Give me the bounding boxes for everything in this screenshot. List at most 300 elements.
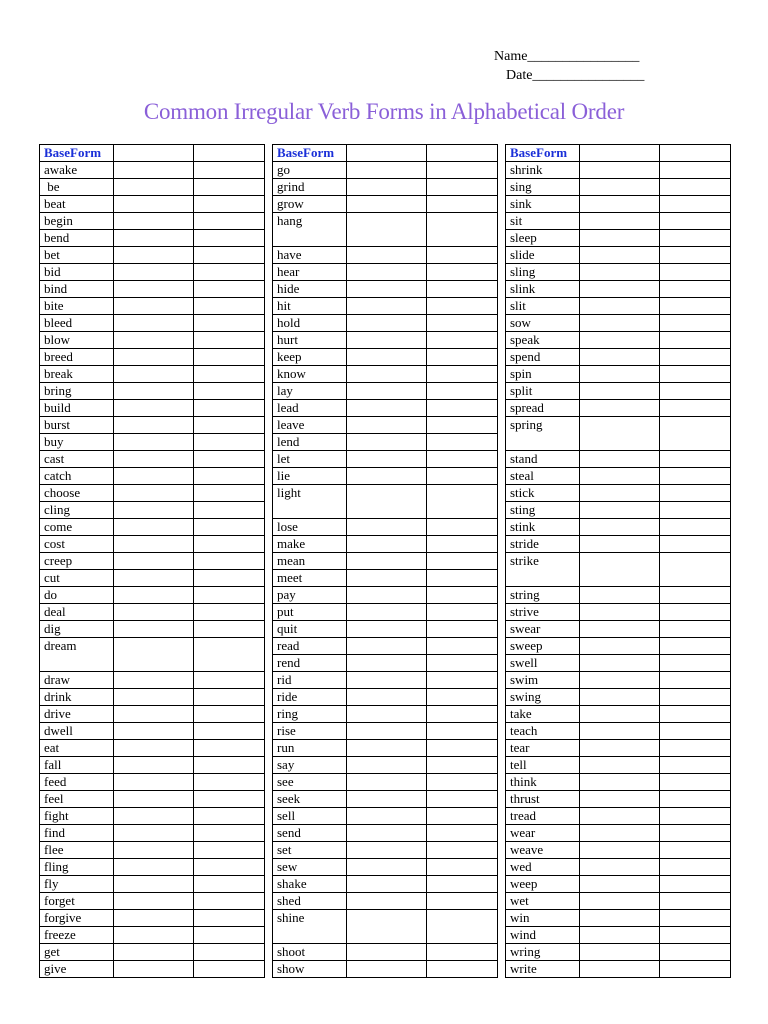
- past-form-blank[interactable]: [114, 366, 194, 383]
- verb-base-form: take: [506, 706, 580, 723]
- participle-form-blank[interactable]: [194, 723, 265, 740]
- participle-form-blank[interactable]: [194, 332, 265, 349]
- participle-form-blank[interactable]: [194, 502, 265, 519]
- past-form-blank[interactable]: [347, 876, 427, 893]
- past-form-blank[interactable]: [580, 315, 660, 332]
- participle-form-blank[interactable]: [194, 383, 265, 400]
- participle-form-blank[interactable]: [660, 264, 731, 281]
- past-form-blank[interactable]: [114, 723, 194, 740]
- participle-form-blank[interactable]: [660, 672, 731, 689]
- past-form-blank[interactable]: [114, 842, 194, 859]
- past-form-blank[interactable]: [580, 519, 660, 536]
- past-form-blank[interactable]: [580, 162, 660, 179]
- past-form-blank[interactable]: [580, 655, 660, 672]
- participle-form-blank[interactable]: [194, 485, 265, 502]
- past-form-blank[interactable]: [347, 281, 427, 298]
- past-form-blank[interactable]: [114, 264, 194, 281]
- past-form-blank[interactable]: [347, 791, 427, 808]
- participle-form-blank[interactable]: [194, 247, 265, 264]
- participle-form-blank[interactable]: [427, 876, 498, 893]
- participle-form-blank[interactable]: [660, 349, 731, 366]
- past-form-blank[interactable]: [580, 451, 660, 468]
- participle-form-blank[interactable]: [427, 162, 498, 179]
- past-form-blank[interactable]: [580, 366, 660, 383]
- participle-form-blank[interactable]: [660, 927, 731, 944]
- participle-form-blank[interactable]: [427, 944, 498, 961]
- participle-form-blank[interactable]: [194, 944, 265, 961]
- past-form-blank[interactable]: [114, 332, 194, 349]
- past-form-blank[interactable]: [114, 468, 194, 485]
- participle-form-blank[interactable]: [427, 366, 498, 383]
- participle-form-blank[interactable]: [194, 434, 265, 451]
- participle-form-blank[interactable]: [194, 893, 265, 910]
- past-form-blank[interactable]: [347, 485, 427, 519]
- past-form-blank[interactable]: [580, 247, 660, 264]
- participle-form-blank[interactable]: [427, 451, 498, 468]
- participle-form-blank[interactable]: [427, 417, 498, 434]
- participle-form-blank[interactable]: [427, 570, 498, 587]
- past-form-blank[interactable]: [580, 553, 660, 587]
- participle-form-blank[interactable]: [427, 315, 498, 332]
- blank-header-cell[interactable]: [114, 145, 194, 162]
- past-form-blank[interactable]: [114, 604, 194, 621]
- participle-form-blank[interactable]: [660, 740, 731, 757]
- participle-form-blank[interactable]: [194, 672, 265, 689]
- past-form-blank[interactable]: [114, 672, 194, 689]
- verb-base-form: rise: [273, 723, 347, 740]
- past-form-blank[interactable]: [114, 315, 194, 332]
- past-form-blank[interactable]: [580, 383, 660, 400]
- participle-form-blank[interactable]: [194, 553, 265, 570]
- table-row: [506, 587, 731, 604]
- table-row: [273, 655, 498, 672]
- participle-form-blank[interactable]: [194, 638, 265, 672]
- past-form-blank[interactable]: [114, 757, 194, 774]
- past-form-blank[interactable]: [114, 774, 194, 791]
- participle-form-blank[interactable]: [194, 366, 265, 383]
- table-row: [40, 213, 265, 230]
- past-form-blank[interactable]: [114, 910, 194, 927]
- participle-form-blank[interactable]: [660, 587, 731, 604]
- past-form-blank[interactable]: [347, 944, 427, 961]
- participle-form-blank[interactable]: [660, 825, 731, 842]
- past-form-blank[interactable]: [580, 774, 660, 791]
- participle-form-blank[interactable]: [427, 893, 498, 910]
- participle-form-blank[interactable]: [194, 264, 265, 281]
- participle-form-blank[interactable]: [194, 298, 265, 315]
- participle-form-blank[interactable]: [660, 315, 731, 332]
- participle-form-blank[interactable]: [427, 247, 498, 264]
- past-form-blank[interactable]: [114, 621, 194, 638]
- participle-form-blank[interactable]: [427, 808, 498, 825]
- past-form-blank[interactable]: [580, 264, 660, 281]
- participle-form-blank[interactable]: [427, 757, 498, 774]
- past-form-blank[interactable]: [347, 621, 427, 638]
- past-form-blank[interactable]: [580, 604, 660, 621]
- past-form-blank[interactable]: [580, 621, 660, 638]
- participle-form-blank[interactable]: [427, 859, 498, 876]
- participle-form-blank[interactable]: [427, 264, 498, 281]
- past-form-blank[interactable]: [580, 281, 660, 298]
- name-field-line[interactable]: Name________________: [494, 49, 640, 64]
- participle-form-blank[interactable]: [194, 179, 265, 196]
- past-form-blank[interactable]: [580, 757, 660, 774]
- participle-form-blank[interactable]: [660, 689, 731, 706]
- participle-form-blank[interactable]: [427, 536, 498, 553]
- participle-form-blank[interactable]: [194, 706, 265, 723]
- past-form-blank[interactable]: [580, 723, 660, 740]
- participle-form-blank[interactable]: [427, 434, 498, 451]
- past-form-blank[interactable]: [580, 587, 660, 604]
- participle-form-blank[interactable]: [427, 825, 498, 842]
- past-form-blank[interactable]: [114, 689, 194, 706]
- participle-form-blank[interactable]: [427, 179, 498, 196]
- past-form-blank[interactable]: [580, 485, 660, 502]
- table-row: [506, 621, 731, 638]
- past-form-blank[interactable]: [580, 859, 660, 876]
- participle-form-blank[interactable]: [194, 859, 265, 876]
- past-form-blank[interactable]: [347, 553, 427, 570]
- past-form-blank[interactable]: [347, 893, 427, 910]
- past-form-blank[interactable]: [347, 383, 427, 400]
- table-row: [506, 706, 731, 723]
- participle-form-blank[interactable]: [427, 587, 498, 604]
- participle-form-blank[interactable]: [660, 400, 731, 417]
- participle-form-blank[interactable]: [194, 281, 265, 298]
- past-form-blank[interactable]: [347, 706, 427, 723]
- participle-form-blank[interactable]: [194, 230, 265, 247]
- past-form-blank[interactable]: [114, 451, 194, 468]
- participle-form-blank[interactable]: [660, 383, 731, 400]
- past-form-blank[interactable]: [114, 638, 194, 672]
- past-form-blank[interactable]: [580, 910, 660, 927]
- table-row: [40, 434, 265, 451]
- participle-form-blank[interactable]: [660, 638, 731, 655]
- participle-form-blank[interactable]: [660, 706, 731, 723]
- participle-form-blank[interactable]: [194, 349, 265, 366]
- participle-form-blank[interactable]: [194, 468, 265, 485]
- participle-form-blank[interactable]: [660, 213, 731, 230]
- past-form-blank[interactable]: [347, 451, 427, 468]
- participle-form-blank[interactable]: [660, 332, 731, 349]
- past-form-blank[interactable]: [114, 944, 194, 961]
- past-form-blank[interactable]: [347, 400, 427, 417]
- past-form-blank[interactable]: [114, 162, 194, 179]
- past-form-blank[interactable]: [347, 740, 427, 757]
- past-form-blank[interactable]: [347, 162, 427, 179]
- participle-form-blank[interactable]: [194, 757, 265, 774]
- participle-form-blank[interactable]: [427, 961, 498, 978]
- past-form-blank[interactable]: [114, 179, 194, 196]
- participle-form-blank[interactable]: [660, 655, 731, 672]
- participle-form-blank[interactable]: [427, 740, 498, 757]
- past-form-blank[interactable]: [580, 213, 660, 230]
- participle-form-blank[interactable]: [194, 621, 265, 638]
- participle-form-blank[interactable]: [427, 400, 498, 417]
- participle-form-blank[interactable]: [194, 961, 265, 978]
- past-form-blank[interactable]: [114, 961, 194, 978]
- participle-form-blank[interactable]: [427, 655, 498, 672]
- past-form-blank[interactable]: [580, 842, 660, 859]
- past-form-blank[interactable]: [114, 230, 194, 247]
- past-form-blank[interactable]: [347, 264, 427, 281]
- past-form-blank[interactable]: [347, 587, 427, 604]
- participle-form-blank[interactable]: [660, 451, 731, 468]
- blank-header-cell[interactable]: [347, 145, 427, 162]
- participle-form-blank[interactable]: [194, 910, 265, 927]
- past-form-blank[interactable]: [580, 298, 660, 315]
- participle-form-blank[interactable]: [427, 672, 498, 689]
- participle-form-blank[interactable]: [194, 808, 265, 825]
- past-form-blank[interactable]: [114, 553, 194, 570]
- past-form-blank[interactable]: [347, 298, 427, 315]
- participle-form-blank[interactable]: [194, 927, 265, 944]
- participle-form-blank[interactable]: [427, 910, 498, 944]
- past-form-blank[interactable]: [114, 859, 194, 876]
- participle-form-blank[interactable]: [427, 332, 498, 349]
- participle-form-blank[interactable]: [660, 519, 731, 536]
- past-form-blank[interactable]: [347, 638, 427, 655]
- past-form-blank[interactable]: [580, 672, 660, 689]
- table-row: [506, 774, 731, 791]
- past-form-blank[interactable]: [114, 298, 194, 315]
- past-form-blank[interactable]: [347, 196, 427, 213]
- participle-form-blank[interactable]: [660, 859, 731, 876]
- past-form-blank[interactable]: [347, 417, 427, 434]
- participle-form-blank[interactable]: [194, 842, 265, 859]
- past-form-blank[interactable]: [580, 791, 660, 808]
- participle-form-blank[interactable]: [660, 944, 731, 961]
- participle-form-blank[interactable]: [660, 417, 731, 451]
- past-form-blank[interactable]: [114, 502, 194, 519]
- past-form-blank[interactable]: [114, 825, 194, 842]
- participle-form-blank[interactable]: [427, 791, 498, 808]
- participle-form-blank[interactable]: [660, 604, 731, 621]
- participle-form-blank[interactable]: [427, 213, 498, 247]
- participle-form-blank[interactable]: [427, 774, 498, 791]
- past-form-blank[interactable]: [580, 638, 660, 655]
- table-row: [40, 332, 265, 349]
- blank-header-cell[interactable]: [580, 145, 660, 162]
- participle-form-blank[interactable]: [427, 281, 498, 298]
- participle-form-blank[interactable]: [660, 366, 731, 383]
- participle-form-blank[interactable]: [660, 893, 731, 910]
- past-form-blank[interactable]: [580, 502, 660, 519]
- past-form-blank[interactable]: [580, 740, 660, 757]
- past-form-blank[interactable]: [580, 349, 660, 366]
- participle-form-blank[interactable]: [660, 162, 731, 179]
- past-form-blank[interactable]: [580, 196, 660, 213]
- participle-form-blank[interactable]: [427, 383, 498, 400]
- past-form-blank[interactable]: [580, 536, 660, 553]
- past-form-blank[interactable]: [347, 910, 427, 944]
- past-form-blank[interactable]: [347, 808, 427, 825]
- past-form-blank[interactable]: [580, 927, 660, 944]
- participle-form-blank[interactable]: [660, 842, 731, 859]
- verb-base-form: spend: [506, 349, 580, 366]
- past-form-blank[interactable]: [580, 825, 660, 842]
- blank-header-cell[interactable]: [194, 145, 265, 162]
- participle-form-blank[interactable]: [194, 196, 265, 213]
- past-form-blank[interactable]: [580, 400, 660, 417]
- participle-form-blank[interactable]: [194, 604, 265, 621]
- past-form-blank[interactable]: [347, 655, 427, 672]
- participle-form-blank[interactable]: [194, 213, 265, 230]
- past-form-blank[interactable]: [580, 706, 660, 723]
- past-form-blank[interactable]: [580, 808, 660, 825]
- blank-header-cell[interactable]: [660, 145, 731, 162]
- date-field-line[interactable]: Date________________: [506, 68, 645, 83]
- past-form-blank[interactable]: [580, 893, 660, 910]
- past-form-blank[interactable]: [347, 315, 427, 332]
- past-form-blank[interactable]: [114, 281, 194, 298]
- table-row: [40, 519, 265, 536]
- participle-form-blank[interactable]: [660, 536, 731, 553]
- past-form-blank[interactable]: [114, 247, 194, 264]
- participle-form-blank[interactable]: [427, 349, 498, 366]
- past-form-blank[interactable]: [347, 757, 427, 774]
- past-form-blank[interactable]: [114, 791, 194, 808]
- participle-form-blank[interactable]: [427, 298, 498, 315]
- participle-form-blank[interactable]: [427, 604, 498, 621]
- participle-form-blank[interactable]: [660, 298, 731, 315]
- past-form-blank[interactable]: [580, 961, 660, 978]
- past-form-blank[interactable]: [347, 349, 427, 366]
- past-form-blank[interactable]: [114, 893, 194, 910]
- past-form-blank[interactable]: [580, 468, 660, 485]
- blank-header-cell[interactable]: [427, 145, 498, 162]
- verb-base-form: blow: [40, 332, 114, 349]
- past-form-blank[interactable]: [580, 417, 660, 451]
- participle-form-blank[interactable]: [194, 315, 265, 332]
- past-form-blank[interactable]: [347, 366, 427, 383]
- participle-form-blank[interactable]: [194, 417, 265, 434]
- past-form-blank[interactable]: [114, 434, 194, 451]
- participle-form-blank[interactable]: [427, 553, 498, 570]
- past-form-blank[interactable]: [114, 349, 194, 366]
- participle-form-blank[interactable]: [660, 774, 731, 791]
- participle-form-blank[interactable]: [427, 723, 498, 740]
- participle-form-blank[interactable]: [660, 247, 731, 264]
- past-form-blank[interactable]: [347, 825, 427, 842]
- past-form-blank[interactable]: [347, 689, 427, 706]
- participle-form-blank[interactable]: [194, 400, 265, 417]
- participle-form-blank[interactable]: [660, 230, 731, 247]
- participle-form-blank[interactable]: [660, 876, 731, 893]
- past-form-blank[interactable]: [347, 536, 427, 553]
- participle-form-blank[interactable]: [427, 468, 498, 485]
- participle-form-blank[interactable]: [660, 502, 731, 519]
- participle-form-blank[interactable]: [427, 519, 498, 536]
- participle-form-blank[interactable]: [660, 485, 731, 502]
- past-form-blank[interactable]: [114, 485, 194, 502]
- participle-form-blank[interactable]: [660, 910, 731, 927]
- participle-form-blank[interactable]: [660, 553, 731, 587]
- past-form-blank[interactable]: [347, 961, 427, 978]
- participle-form-blank[interactable]: [660, 281, 731, 298]
- participle-form-blank[interactable]: [660, 621, 731, 638]
- participle-form-blank[interactable]: [660, 196, 731, 213]
- past-form-blank[interactable]: [347, 519, 427, 536]
- past-form-blank[interactable]: [580, 689, 660, 706]
- participle-form-blank[interactable]: [427, 706, 498, 723]
- past-form-blank[interactable]: [114, 570, 194, 587]
- past-form-blank[interactable]: [347, 179, 427, 196]
- participle-form-blank[interactable]: [194, 825, 265, 842]
- participle-form-blank[interactable]: [194, 774, 265, 791]
- participle-form-blank[interactable]: [194, 587, 265, 604]
- past-form-blank[interactable]: [114, 706, 194, 723]
- past-form-blank[interactable]: [347, 723, 427, 740]
- participle-form-blank[interactable]: [427, 196, 498, 213]
- past-form-blank[interactable]: [347, 859, 427, 876]
- participle-form-blank[interactable]: [427, 638, 498, 655]
- past-form-blank[interactable]: [114, 417, 194, 434]
- past-form-blank[interactable]: [347, 842, 427, 859]
- past-form-blank[interactable]: [347, 332, 427, 349]
- participle-form-blank[interactable]: [427, 621, 498, 638]
- past-form-blank[interactable]: [347, 468, 427, 485]
- verb-base-form: show: [273, 961, 347, 978]
- past-form-blank[interactable]: [580, 944, 660, 961]
- participle-form-blank[interactable]: [427, 485, 498, 519]
- participle-form-blank[interactable]: [194, 876, 265, 893]
- past-form-blank[interactable]: [114, 740, 194, 757]
- participle-form-blank[interactable]: [194, 570, 265, 587]
- participle-form-blank[interactable]: [660, 757, 731, 774]
- past-form-blank[interactable]: [114, 213, 194, 230]
- table-row: [273, 621, 498, 638]
- participle-form-blank[interactable]: [660, 808, 731, 825]
- past-form-blank[interactable]: [347, 570, 427, 587]
- past-form-blank[interactable]: [347, 213, 427, 247]
- past-form-blank[interactable]: [347, 672, 427, 689]
- participle-form-blank[interactable]: [194, 740, 265, 757]
- past-form-blank[interactable]: [114, 400, 194, 417]
- participle-form-blank[interactable]: [194, 791, 265, 808]
- past-form-blank[interactable]: [347, 247, 427, 264]
- past-form-blank[interactable]: [347, 434, 427, 451]
- participle-form-blank[interactable]: [427, 842, 498, 859]
- past-form-blank[interactable]: [114, 876, 194, 893]
- participle-form-blank[interactable]: [194, 162, 265, 179]
- past-form-blank[interactable]: [114, 536, 194, 553]
- participle-form-blank[interactable]: [660, 723, 731, 740]
- past-form-blank[interactable]: [580, 230, 660, 247]
- past-form-blank[interactable]: [114, 196, 194, 213]
- participle-form-blank[interactable]: [194, 536, 265, 553]
- participle-form-blank[interactable]: [194, 451, 265, 468]
- participle-form-blank[interactable]: [660, 791, 731, 808]
- past-form-blank[interactable]: [114, 519, 194, 536]
- participle-form-blank[interactable]: [660, 961, 731, 978]
- past-form-blank[interactable]: [347, 774, 427, 791]
- past-form-blank[interactable]: [580, 876, 660, 893]
- participle-form-blank[interactable]: [194, 689, 265, 706]
- verb-base-form: wear: [506, 825, 580, 842]
- past-form-blank[interactable]: [114, 587, 194, 604]
- past-form-blank[interactable]: [347, 604, 427, 621]
- past-form-blank[interactable]: [580, 332, 660, 349]
- participle-form-blank[interactable]: [660, 179, 731, 196]
- past-form-blank[interactable]: [114, 927, 194, 944]
- participle-form-blank[interactable]: [660, 468, 731, 485]
- participle-form-blank[interactable]: [427, 689, 498, 706]
- past-form-blank[interactable]: [114, 383, 194, 400]
- past-form-blank[interactable]: [580, 179, 660, 196]
- past-form-blank[interactable]: [114, 808, 194, 825]
- participle-form-blank[interactable]: [194, 519, 265, 536]
